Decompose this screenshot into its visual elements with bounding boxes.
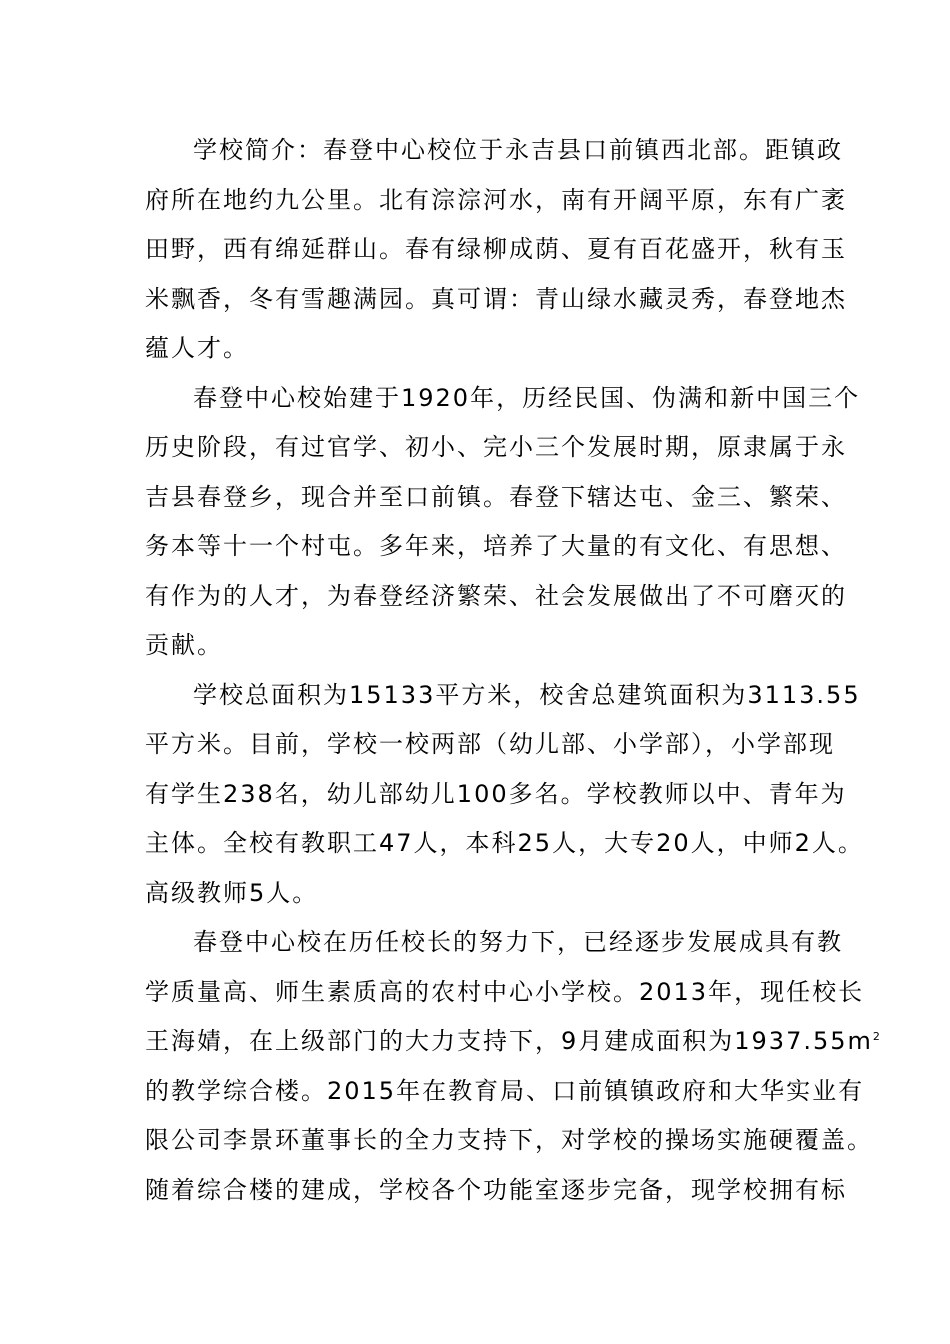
- text-line: 蕴人才。: [145, 334, 249, 362]
- text-line: 平方米。目前，学校一校两部（幼儿部、小学部），小学部现: [145, 730, 835, 758]
- text-line: 的教学综合楼。2015年在教育局、口前镇镇政府和大华实业有: [145, 1076, 865, 1105]
- unit-superscript: 2: [872, 1030, 882, 1043]
- text-line: 高级教师5人。: [145, 878, 319, 907]
- text-line: 吉县春登乡，现合并至口前镇。春登下辖达屯、金三、繁荣、: [145, 482, 847, 511]
- text-line: 田野，西有绵延群山。春有绿柳成荫、夏有百花盛开，秋有玉: [145, 235, 847, 263]
- text-line: 府所在地约九公里。北有淙淙河水，南有开阔平原，东有广袤: [145, 185, 847, 214]
- text-line: 米飘香，冬有雪趣满园。真可谓：青山绿水藏灵秀，春登地杰: [145, 284, 847, 313]
- text-line: 限公司李景环董事长的全力支持下，对学校的操场实施硬覆盖。: [145, 1126, 873, 1154]
- text-line: 学质量高、师生素质高的农村中心小学校。2013年，现任校长: [145, 977, 865, 1006]
- paragraph-development: [145, 918, 882, 1215]
- text-line: 有学生238名，幼儿部幼儿100多名。学校教师以中、青年为: [145, 779, 847, 808]
- text-line: [145, 1017, 882, 1067]
- text-line: 有作为的人才，为春登经济繁荣、社会发展做出了不可磨灭的: [145, 581, 847, 610]
- text-line: 学校简介：春登中心校位于永吉县口前镇西北部。距镇政: [193, 136, 843, 164]
- text-line: 主体。全校有教职工47人，本科25人，大专20人，中师2人。: [145, 829, 864, 857]
- text-line: 历史阶段，有过官学、初小、完小三个发展时期，原隶属于永: [145, 433, 847, 461]
- text-line-content: 王海婧，在上级部门的大力支持下，9月建成面积为1937.55m: [145, 1027, 873, 1055]
- paragraph-facilities: [145, 671, 864, 919]
- text-line: 春登中心校在历任校长的努力下，已经逐步发展成具有教: [193, 928, 843, 956]
- paragraph-intro: [145, 126, 847, 374]
- text-line: 学校总面积为15133平方米，校舍总建筑面积为3113.55: [193, 680, 861, 709]
- text-line: 春登中心校始建于1920年，历经民国、伪满和新中国三个: [193, 383, 861, 412]
- paragraph-history: [145, 374, 861, 671]
- text-line: 务本等十一个村屯。多年来，培养了大量的有文化、有思想、: [145, 532, 847, 560]
- document-body: [145, 126, 882, 1215]
- text-line: 随着综合楼的建成，学校各个功能室逐步完备，现学校拥有标: [145, 1175, 847, 1204]
- text-line: 贡献。: [145, 631, 223, 659]
